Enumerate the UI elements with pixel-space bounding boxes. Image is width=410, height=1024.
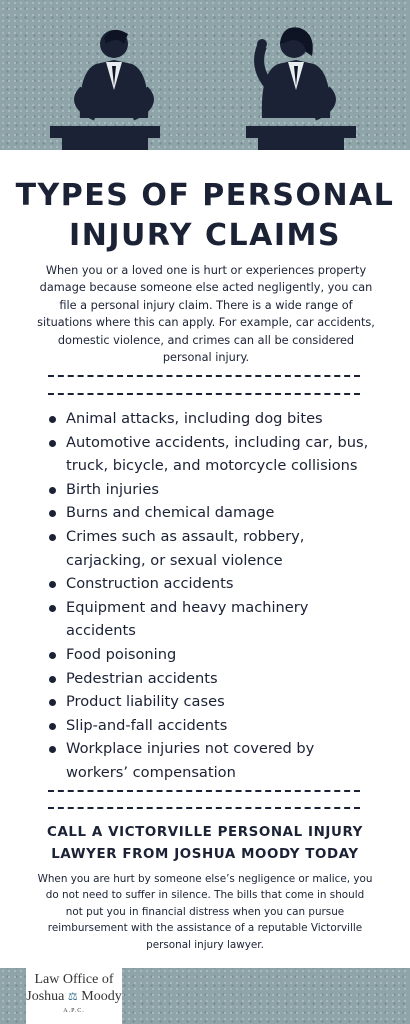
firm-logo: [26, 968, 122, 1024]
title-line-1: TYPES OF PERSONAL: [15, 178, 395, 213]
title-line-2: INJURY CLAIMS: [69, 218, 341, 253]
list-item: Burns and chemical damage: [46, 501, 376, 525]
list-item: Pedestrian accidents: [46, 667, 376, 691]
divider: [48, 807, 360, 809]
list-item: Food poisoning: [46, 643, 376, 667]
list-item: Workplace injuries not covered by workers’ compensation: [46, 737, 376, 784]
list-item: Product liability cases: [46, 690, 376, 714]
scales-of-justice-icon: ⚖: [67, 991, 78, 1003]
logo-last-name: Moody: [81, 989, 122, 1004]
list-item: Slip-and-fall accidents: [46, 714, 376, 738]
closing-paragraph: When you are hurt by someone else’s negligence or malice, you do not need to suffer in silence. The bills that come in should not put you in financial distress when you can pursue reimbursement with the assistance of a reputable Victorville personal injury lawyer.: [37, 873, 373, 951]
claim-types-list: [46, 407, 376, 785]
list-item: Animal attacks, including dog bites: [46, 407, 376, 431]
divider: [48, 375, 360, 377]
divider: [48, 393, 360, 395]
list-item: Automotive accidents, including car, bus, truck, bicycle, and motorcycle collisions: [46, 431, 376, 478]
divider: [48, 790, 360, 792]
logo-suffix: A.P.C.: [63, 1008, 85, 1014]
cta-line-2: LAWYER FROM JOSHUA MOODY TODAY: [51, 847, 359, 862]
list-item: Birth injuries: [46, 478, 376, 502]
logo-name: [26, 989, 122, 1005]
cta-line-1: CALL A VICTORVILLE PERSONAL INJURY: [47, 825, 363, 840]
intro-paragraph: When you or a loved one is hurt or experiences property damage because someone else acted negligently, you can file a personal injury claim. There is a wide range of situations where this can apply. For example, car accidents, domestic violence, and crimes can all be considered personal injury.: [37, 264, 375, 365]
list-item: Equipment and heavy machinery accidents: [46, 596, 376, 643]
cta-heading: [0, 822, 410, 866]
list-item: Construction accidents: [46, 572, 376, 596]
logo-line-1: Law Office of: [34, 972, 114, 987]
list-item: Crimes such as assault, robbery, carjacking, or sexual violence: [46, 525, 376, 572]
logo-first-name: Joshua: [26, 989, 65, 1004]
lawyers-at-podiums-icon: [0, 0, 410, 160]
page-title: [0, 176, 410, 256]
hero-illustration: [0, 0, 410, 160]
